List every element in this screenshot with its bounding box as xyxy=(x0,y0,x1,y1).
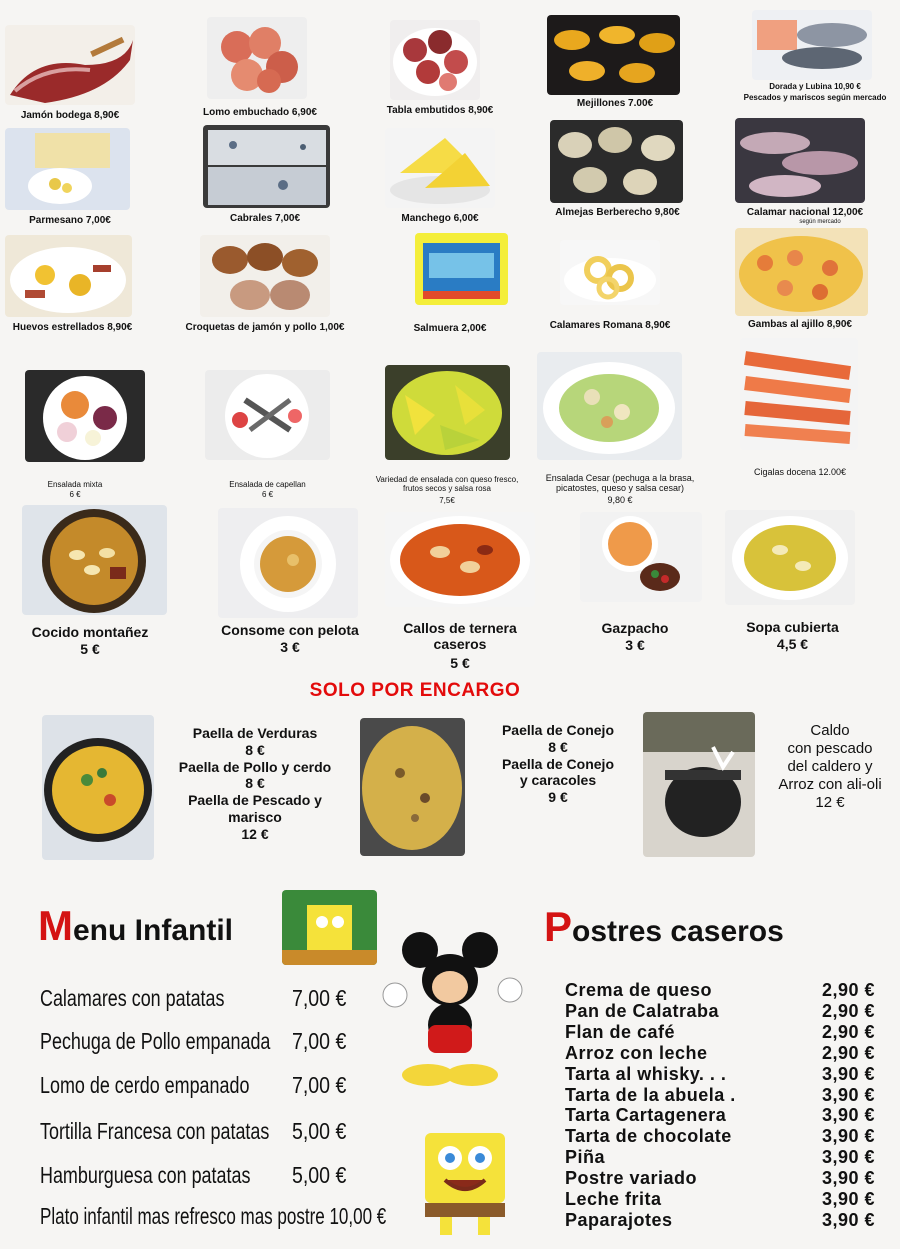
dessert-name: Postre variado xyxy=(565,1168,698,1189)
dessert-price: 3,90 € xyxy=(821,1084,875,1105)
paella-conejo-caracoles-label-2: y caracoles xyxy=(519,772,597,789)
caldero-photo xyxy=(643,712,755,857)
caldo-text xyxy=(760,722,900,812)
dessert-price: 3,90 € xyxy=(821,1063,875,1084)
dessert-name: Arroz con leche xyxy=(565,1042,708,1063)
mickey-icon xyxy=(380,925,530,1090)
salmuera-label: Salmuera 2,00€ xyxy=(413,323,487,334)
ensalada-cesar-label: Ensalada Cesar (pechuga a la brasa, picatostes, queso y salsa cesar) xyxy=(545,473,695,494)
huevos-photo xyxy=(5,235,132,317)
variedad-ensalada-photo xyxy=(385,365,510,460)
manchego-label: Manchego 6,00€ xyxy=(401,213,479,224)
dessert-row xyxy=(565,1189,875,1210)
almejas-photo xyxy=(550,120,683,203)
ensalada-cesar-photo xyxy=(537,352,682,460)
dessert-name: Tarta de la abuela . xyxy=(565,1084,736,1105)
dessert-price: 2,90 € xyxy=(821,1000,875,1021)
dessert-name: Tarta al whisky. . . xyxy=(565,1063,727,1084)
mejillones-photo xyxy=(547,15,680,95)
gambas-label: Gambas al ajillo 8,90€ xyxy=(748,319,852,330)
dessert-price: 2,90 € xyxy=(821,980,875,1000)
jamon-label: Jamón bodega 8,90€ xyxy=(20,110,120,121)
cocido-price: 5 € xyxy=(80,641,100,657)
jamon-photo xyxy=(5,25,135,105)
caldo-price: 12 € xyxy=(815,794,845,811)
dessert-name: Paparajotes xyxy=(565,1209,673,1230)
consome-label: Consome con pelota xyxy=(221,622,359,638)
dessert-name: Crema de queso xyxy=(565,980,713,1000)
ensalada-cesar-price: 9,80 € xyxy=(607,495,633,505)
dessert-price: 3,90 € xyxy=(821,1209,875,1230)
kids-item-3-name: Lomo de cerdo empanado xyxy=(40,1072,250,1098)
callos-photo xyxy=(385,512,535,607)
kids-item-1-price: 7,00 € xyxy=(292,985,347,1011)
ensalada-mixta-price: 6 € xyxy=(69,490,81,499)
cigalas-photo xyxy=(740,338,858,450)
tabla-embutidos-photo xyxy=(390,20,480,100)
sopa-cubierta-photo xyxy=(725,510,855,605)
kids-combo: Plato infantil mas refresco mas postre 10,00 € xyxy=(40,1203,387,1229)
dessert-name: Flan de café xyxy=(565,1021,676,1042)
kids-item-4-price: 5,00 € xyxy=(292,1118,347,1144)
paella-conejo-caracoles-price: 9 € xyxy=(548,789,568,806)
paella-pollo-label: Paella de Pollo y cerdo xyxy=(178,758,332,775)
calamar-photo xyxy=(735,118,865,203)
dessert-price: 2,90 € xyxy=(821,1021,875,1042)
paella-verduras-label: Paella de Verduras xyxy=(192,725,318,741)
dessert-row xyxy=(565,1022,875,1043)
dessert-price: 3,90 € xyxy=(821,1168,875,1189)
sopa-cubierta-price: 4,5 € xyxy=(776,636,809,652)
dorada-note: Pescados y mariscos según mercado xyxy=(743,93,887,102)
kids-item-2-name: Pechuga de Pollo empanada xyxy=(40,1028,271,1054)
menu-infantil-title-rest: enu Infantil xyxy=(73,914,233,947)
dorada-label: Dorada y Lubina 10,90 € xyxy=(769,82,861,91)
caldo-line-2: con pescado xyxy=(787,740,873,757)
dessert-row xyxy=(565,1064,875,1085)
dessert-name: Piña xyxy=(565,1147,606,1168)
ensalada-mixta-label: Ensalada mixta xyxy=(47,480,103,489)
menu-infantil-title-initial: M xyxy=(38,902,73,949)
dessert-price: 3,90 € xyxy=(821,1126,875,1147)
cocido-label: Cocido montañez xyxy=(31,624,149,640)
almejas-label: Almejas Berberecho 9,80€ xyxy=(555,207,680,218)
kids-item-5-name: Hamburguesa con patatas xyxy=(40,1162,251,1188)
calamar-label: Calamar nacional 12,00€ xyxy=(746,207,864,218)
parmesano-label: Parmesano 7,00€ xyxy=(29,215,111,226)
dessert-price: 2,90 € xyxy=(821,1042,875,1063)
caldo-line-3: del caldero y xyxy=(787,758,873,775)
paella-pescado-label: Paella de Pescado y xyxy=(188,792,322,809)
dessert-price: 3,90 € xyxy=(821,1189,875,1210)
callos-price: 5 € xyxy=(450,655,470,671)
dessert-row xyxy=(565,1147,875,1168)
variedad-ensalada-price: 7,5€ xyxy=(439,496,455,505)
dessert-row xyxy=(565,1126,875,1147)
gambas-photo xyxy=(735,228,868,316)
paella-conejo-label: Paella de Conejo xyxy=(501,722,615,738)
consome-photo xyxy=(218,508,358,618)
callos-label: Callos de ternera caseros xyxy=(403,620,517,653)
huevos-label: Huevos estrellados 8,90€ xyxy=(12,322,133,333)
consome-price: 3 € xyxy=(280,639,300,655)
lomo-label: Lomo embuchado 6,90€ xyxy=(203,107,317,118)
lomo-photo xyxy=(207,17,307,99)
gazpacho-price: 3 € xyxy=(625,637,645,653)
parmesano-photo xyxy=(5,128,130,210)
cocido-photo xyxy=(22,505,167,615)
kids-item-2-price: 7,00 € xyxy=(292,1028,347,1054)
sopa-cubierta-label: Sopa cubierta xyxy=(746,619,839,635)
menu-infantil-title xyxy=(38,902,233,950)
paella-verduras-price: 8 € xyxy=(245,741,265,758)
dessert-row xyxy=(565,1043,875,1064)
cabrales-label: Cabrales 7,00€ xyxy=(229,213,301,224)
ensalada-capellan-price: 6 € xyxy=(261,490,274,499)
tabla-label: Tabla embutidos 8,90€ xyxy=(386,105,494,116)
postres-title-initial: P xyxy=(544,903,573,950)
paella-list-b xyxy=(478,722,638,806)
dessert-row xyxy=(565,1085,875,1106)
dessert-name: Leche frita xyxy=(565,1189,662,1210)
dessert-name: Tarta Cartagenera xyxy=(565,1105,727,1126)
mejillones-label: Mejillones 7.00€ xyxy=(576,98,654,109)
dessert-row xyxy=(565,1001,875,1022)
croquetas-label: Croquetas de jamón y pollo 1,00€ xyxy=(185,322,345,333)
dessert-row xyxy=(565,1105,875,1126)
paella-conejo-caracoles-label: Paella de Conejo xyxy=(501,755,615,772)
variedad-ensalada-label: Variedad de ensalada con queso fresco, frutos secos y salsa rosa xyxy=(375,475,519,494)
calamares-romana-label: Calamares Romana 8,90€ xyxy=(549,320,671,331)
dessert-price: 3,90 € xyxy=(821,1147,875,1168)
calamares-romana-photo xyxy=(560,240,660,305)
cigalas-label: Cigalas docena 12.00€ xyxy=(753,467,847,477)
caldo-line-4: Arroz con ali-oli xyxy=(778,776,882,793)
cabrales-photo xyxy=(203,125,330,208)
dessert-row xyxy=(565,1210,875,1231)
kids-item-5-price: 5,00 € xyxy=(292,1162,347,1188)
calamar-note: según mercado xyxy=(799,219,841,225)
caldo-line-1: Caldo xyxy=(810,722,850,739)
ensalada-capellan-label: Ensalada de capellan xyxy=(229,480,306,489)
paella-pescado-label-2: marisco xyxy=(228,808,282,825)
spongebob-icon xyxy=(405,1128,525,1240)
postres-title-rest: ostres caseros xyxy=(572,915,784,948)
postres-title xyxy=(544,903,784,951)
ensalada-mixta-photo xyxy=(25,370,145,462)
dessert-name: Tarta de chocolate xyxy=(565,1126,732,1147)
dessert-row xyxy=(565,980,875,1001)
encargo-title: SOLO POR ENCARGO xyxy=(309,680,521,701)
paella-conejo-photo xyxy=(360,718,465,856)
dorada-photo xyxy=(752,10,872,80)
paella-verduras-photo xyxy=(42,715,154,860)
croquetas-photo xyxy=(200,235,330,317)
kids-item-4-name: Tortilla Francesa con patatas xyxy=(40,1118,270,1144)
paella-conejo-price: 8 € xyxy=(548,738,568,755)
dessert-list xyxy=(565,980,875,1231)
dessert-price: 3,90 € xyxy=(821,1105,875,1126)
paella-list-a xyxy=(155,725,355,843)
salmuera-photo xyxy=(415,233,508,305)
paella-pollo-price: 8 € xyxy=(245,775,265,792)
ensalada-capellan-photo xyxy=(205,370,330,460)
dessert-name: Pan de Calatraba xyxy=(565,1000,720,1021)
manchego-photo xyxy=(385,128,495,208)
dessert-row xyxy=(565,1168,875,1189)
paella-pescado-price: 12 € xyxy=(241,825,269,842)
gazpacho-photo xyxy=(580,512,702,602)
spongebob-card-icon xyxy=(282,890,377,965)
gazpacho-label: Gazpacho xyxy=(601,620,669,636)
kids-item-3-price: 7,00 € xyxy=(292,1072,347,1098)
kids-item-1-name: Calamares con patatas xyxy=(40,985,225,1011)
